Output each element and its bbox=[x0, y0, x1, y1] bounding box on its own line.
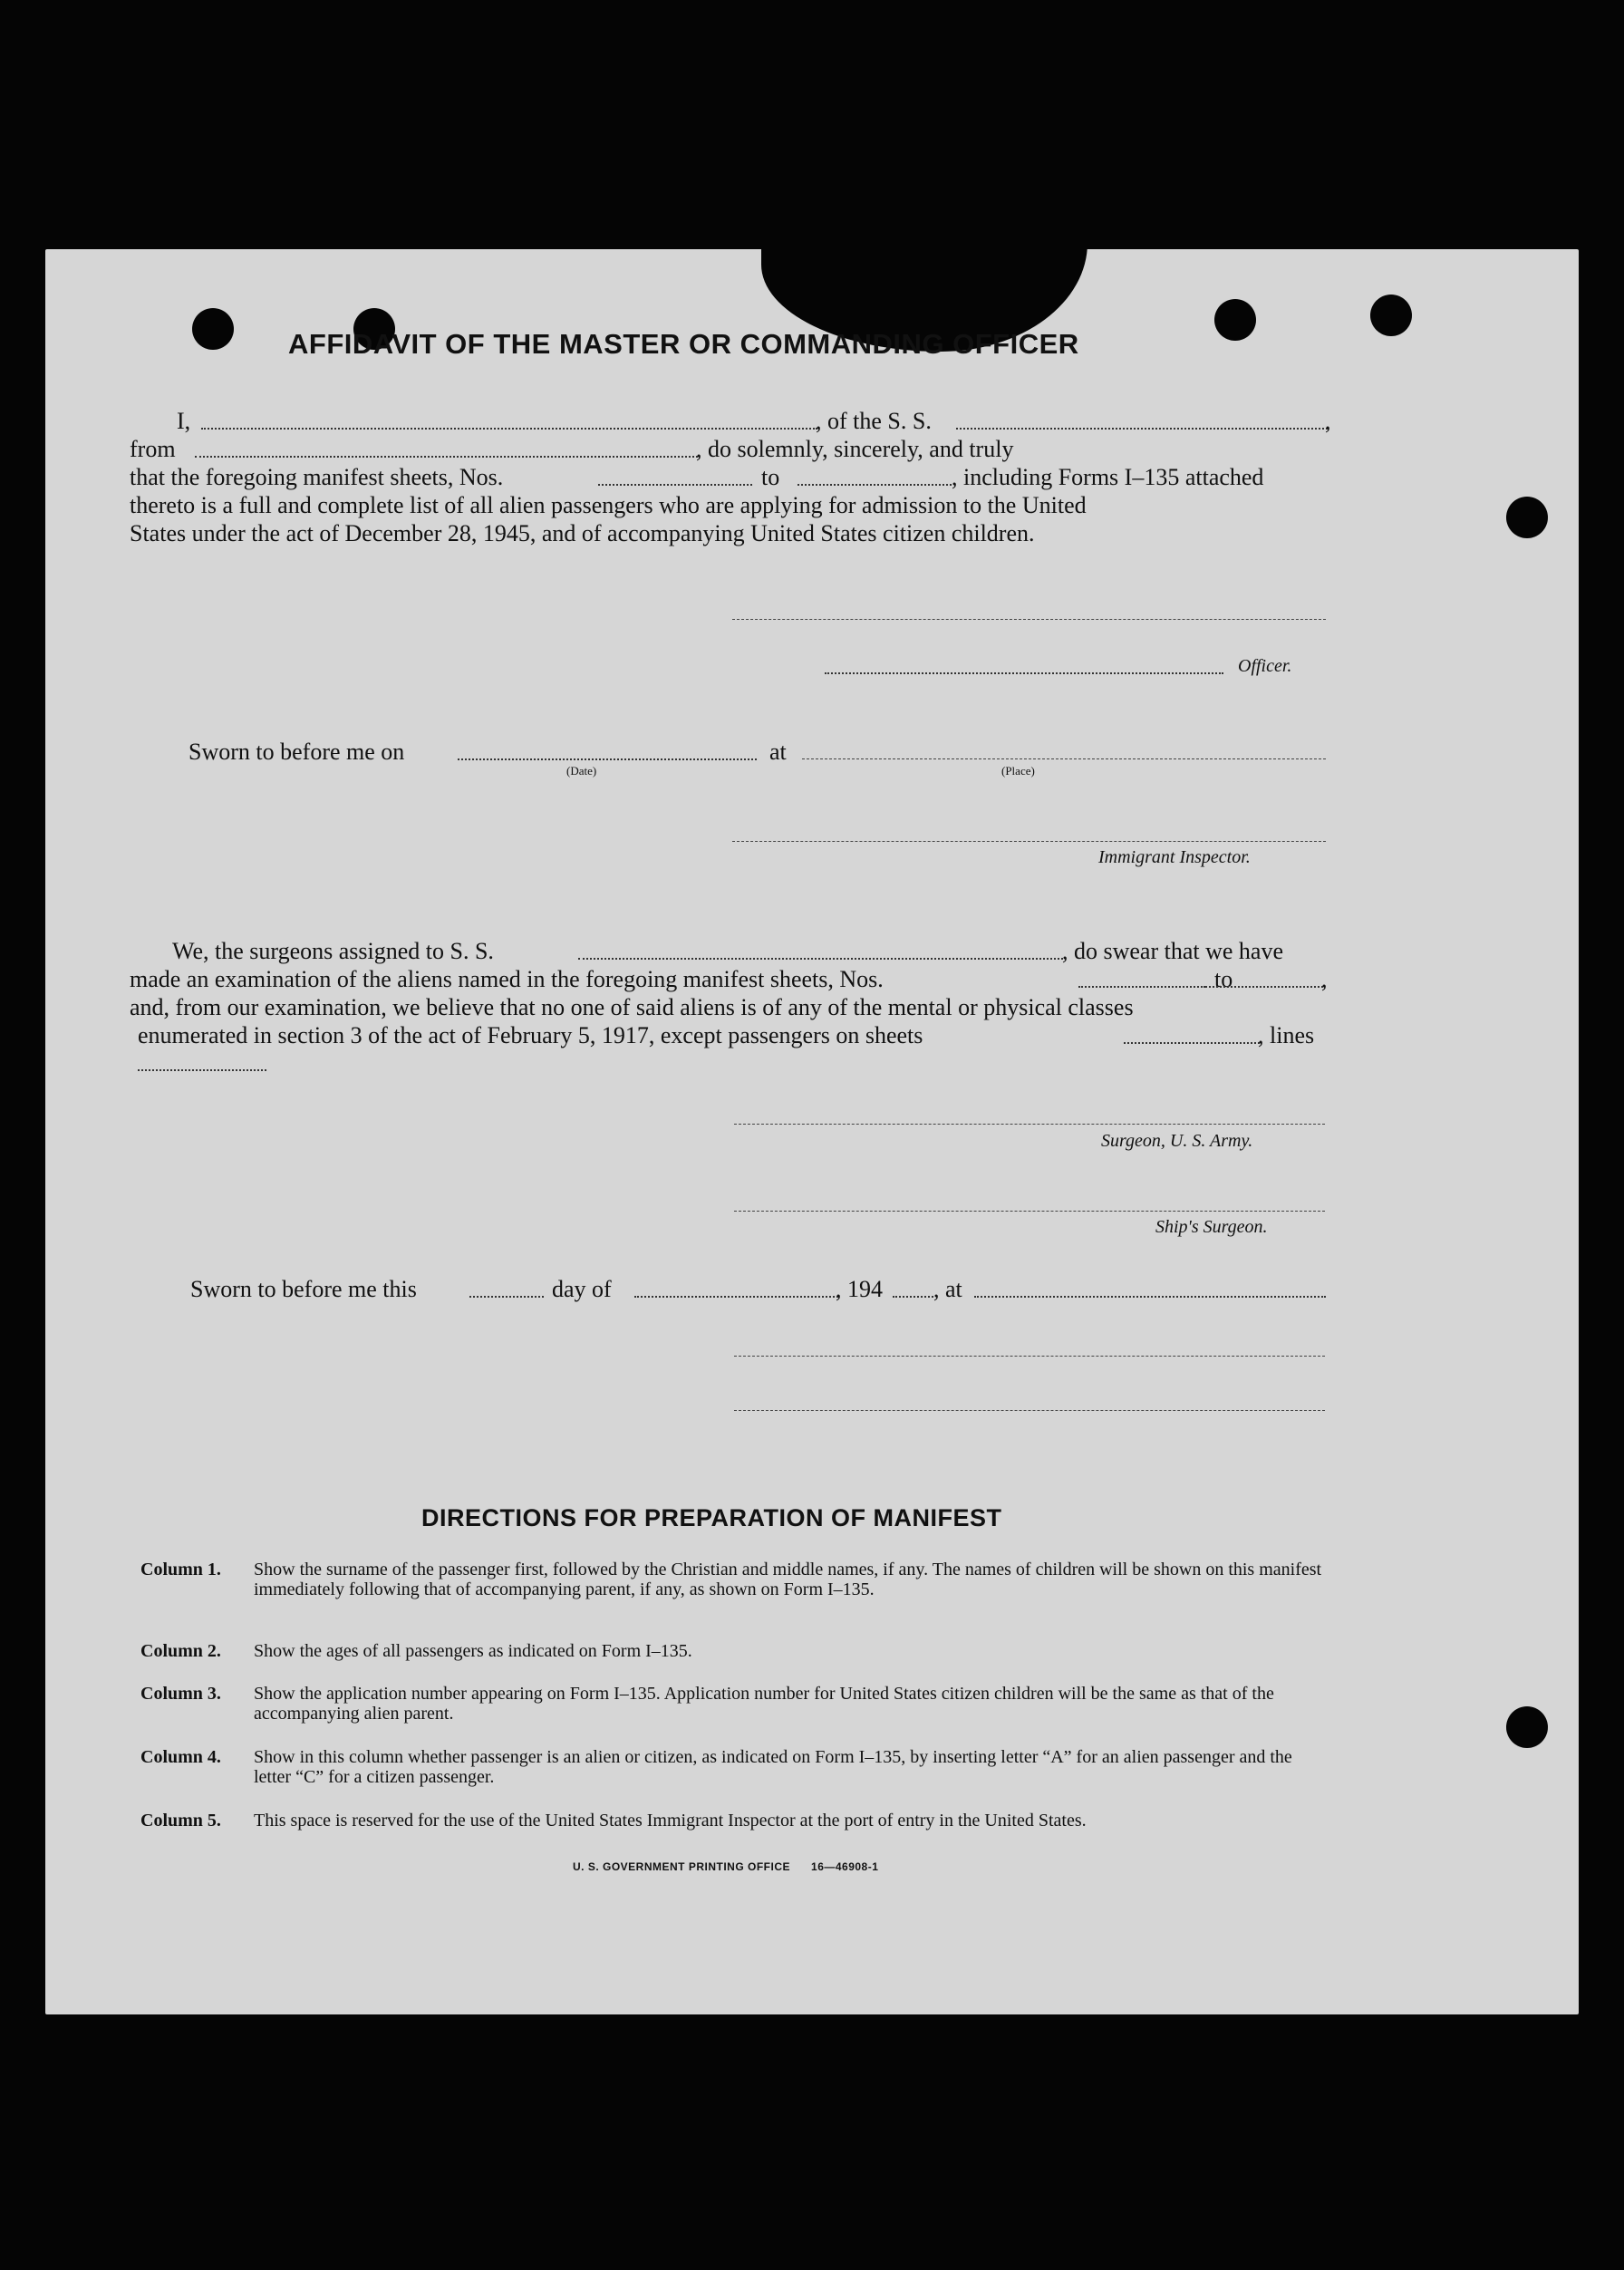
affidavit-title: AFFIDAVIT OF THE MASTER OR COMMANDING OFFICER bbox=[288, 328, 1079, 360]
column-3-label: Column 3. bbox=[140, 1684, 221, 1704]
inspector-label: Immigrant Inspector. bbox=[1098, 847, 1251, 867]
column-5-label: Column 5. bbox=[140, 1811, 221, 1830]
year-field[interactable] bbox=[893, 1296, 933, 1298]
affidavit-to: to bbox=[761, 464, 780, 490]
affidavit-body-1: thereto is a full and complete list of all alien passengers who are applying for admission to the United bbox=[130, 492, 1087, 518]
directions-title: DIRECTIONS FOR PREPARATION OF MANIFEST bbox=[421, 1504, 1002, 1531]
affidavit-at: at bbox=[769, 739, 787, 765]
punch-hole bbox=[192, 308, 234, 350]
affidavit-of-ss: , of the S. S. bbox=[816, 408, 932, 434]
surgeons-lines: , lines bbox=[1258, 1022, 1315, 1048]
column-1-label: Column 1. bbox=[140, 1560, 221, 1579]
column-4-text: Show in this column whether passenger is an alien or citizen, as indicated on Form I–135, by inserting letter “A” for an alien passenger and the letter “C” for a citizen passenger. bbox=[254, 1747, 1292, 1787]
surgeons-witness-line-2[interactable] bbox=[734, 1410, 1325, 1411]
surgeons-sheets-from-field[interactable] bbox=[1078, 986, 1205, 988]
affidavit-comma: , bbox=[1325, 408, 1331, 434]
column-1-text: Show the surname of the passenger first, followed by the Christian and middle names, if any. The names of children will be shown on this manifest immediately following that of accompanying parent, if any, as shown on Form I–135. bbox=[254, 1560, 1322, 1599]
officer-label: Officer. bbox=[1238, 656, 1292, 676]
surgeons-line-3: and, from our examination, we believe that no one of said aliens is of any of the mental or physical classes bbox=[130, 994, 1134, 1020]
surgeons-sheets-to-field[interactable] bbox=[1201, 986, 1323, 988]
surgeons-line-1a: We, the surgeons assigned to S. S. bbox=[172, 938, 494, 964]
column-2-label: Column 2. bbox=[140, 1641, 221, 1661]
surgeons-place-field[interactable] bbox=[974, 1296, 1326, 1298]
affidavit-swear: , do solemnly, sincerely, and truly bbox=[696, 436, 1014, 462]
surgeons-line-4a: enumerated in section 3 of the act of February 5, 1917, except passengers on sheets bbox=[138, 1022, 923, 1048]
printing-office-footer: U. S. GOVERNMENT PRINTING OFFICE 16—46908-1 bbox=[573, 1860, 879, 1873]
punch-hole bbox=[1370, 295, 1412, 336]
surgeons-ship-field[interactable] bbox=[578, 958, 1063, 960]
ship-name-field[interactable] bbox=[956, 428, 1328, 430]
from-port-field[interactable] bbox=[195, 456, 698, 458]
affidavit-sworn-on: Sworn to before me on bbox=[188, 739, 405, 765]
surgeons-to: to bbox=[1214, 966, 1233, 992]
column-4-label: Column 4. bbox=[140, 1747, 221, 1767]
punch-hole bbox=[1506, 1706, 1548, 1748]
place-label: (Place) bbox=[1001, 764, 1035, 778]
column-5-text: This space is reserved for the use of the United States Immigrant Inspector at the port of entry in the United States. bbox=[254, 1811, 1087, 1830]
day-field[interactable] bbox=[469, 1296, 544, 1298]
surgeons-line-1b: , do swear that we have bbox=[1062, 938, 1284, 964]
affidavit-body-2: States under the act of December 28, 1945, and of accompanying United States citizen children. bbox=[130, 520, 1035, 546]
army-surgeon-label: Surgeon, U. S. Army. bbox=[1101, 1131, 1253, 1151]
army-surgeon-signature-line[interactable] bbox=[734, 1124, 1325, 1125]
month-field[interactable] bbox=[634, 1296, 838, 1298]
affidavit-forms: , including Forms I–135 attached bbox=[952, 464, 1264, 490]
master-name-field[interactable] bbox=[201, 428, 817, 430]
ship-surgeon-label: Ship's Surgeon. bbox=[1155, 1217, 1268, 1237]
excepted-sheets-field[interactable] bbox=[1124, 1042, 1260, 1044]
date-label: (Date) bbox=[566, 764, 597, 778]
sheets-from-field[interactable] bbox=[598, 484, 752, 486]
column-2-text: Show the ages of all passengers as indicated on Form I–135. bbox=[254, 1641, 692, 1661]
surgeons-witness-line-1[interactable] bbox=[734, 1356, 1325, 1357]
punch-hole bbox=[1214, 299, 1256, 341]
master-signature-line[interactable] bbox=[732, 619, 1326, 620]
surgeons-line-2a: made an examination of the aliens named in the foregoing manifest sheets, Nos. bbox=[130, 966, 884, 992]
sworn-place-field[interactable] bbox=[802, 758, 1326, 759]
ship-surgeon-signature-line[interactable] bbox=[734, 1211, 1325, 1212]
affidavit-sheets: that the foregoing manifest sheets, Nos. bbox=[130, 464, 504, 490]
column-3-text: Show the application number appearing on Form I–135. Application number for United States citizen children will be the same as that of the accompanying alien parent. bbox=[254, 1684, 1274, 1724]
affidavit-i: I, bbox=[177, 408, 191, 434]
punch-hole bbox=[1506, 497, 1548, 538]
surgeons-sworn-this: Sworn to before me this bbox=[190, 1276, 417, 1302]
surgeons-year: , 194 bbox=[836, 1276, 883, 1302]
surgeons-at: , at bbox=[933, 1276, 962, 1302]
surgeons-comma: , bbox=[1321, 966, 1328, 992]
affidavit-from: from bbox=[130, 436, 176, 462]
excepted-lines-field[interactable] bbox=[138, 1069, 266, 1071]
surgeons-day-of: day of bbox=[552, 1276, 612, 1302]
sworn-date-field[interactable] bbox=[458, 758, 757, 760]
officer-title-field[interactable] bbox=[825, 672, 1223, 674]
inspector-signature-line[interactable] bbox=[732, 841, 1326, 842]
sheets-to-field[interactable] bbox=[798, 484, 952, 486]
